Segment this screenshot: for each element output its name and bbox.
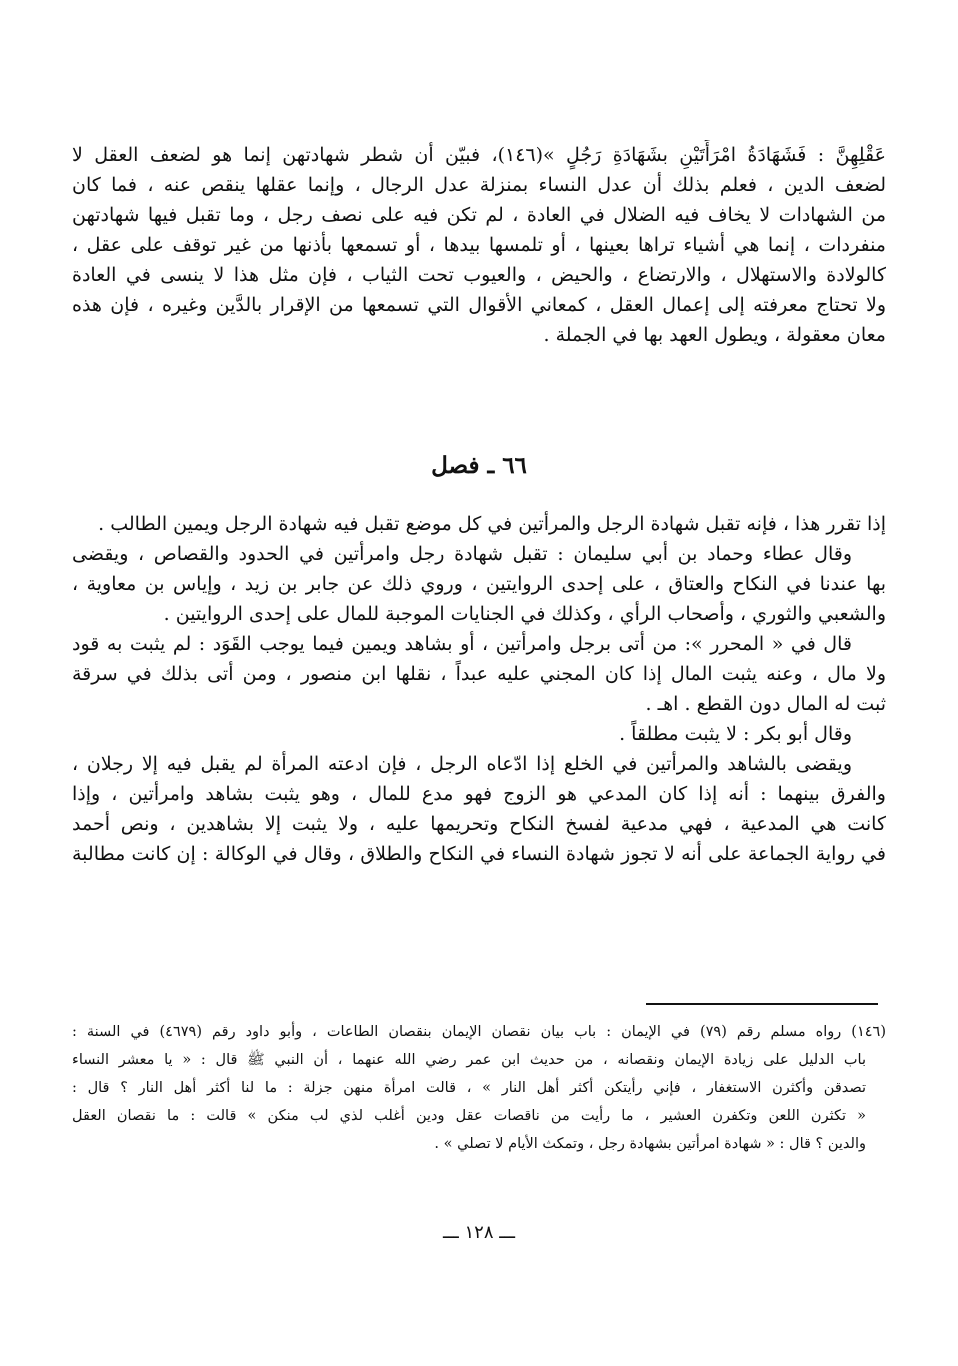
text-line: في رواية الجماعة على أنه لا تجوز شهادة النساء في النكاح والطلاق ، وقال في الوكالة : إن كانت مطالبة bbox=[72, 843, 886, 865]
text-line: والفرق بينهما : أنه إذا كان المدعي هو الزوج فهو مدع للمال ، وهو يثبت بشاهد وامرأتين ، وإذا bbox=[72, 783, 886, 805]
text-line: قال في « المحرر »: من أتى برجل وامرأتين ، أو بشاهد ويمين فيما يوجب القَوَد : لم يثبت به قود bbox=[72, 633, 852, 655]
footnote-line: باب الدليل على زيادة الإيمان ونقصانه ، من حديث ابن عمر رضي الله عنهما ، أن النبي ﷺ قال : « يا معشر النساء bbox=[72, 1052, 866, 1068]
text-line: عَقْلِهِنَّ : فَشَهَادَةُ امْرَأَتَيْنِ بشَهَادَةِ رَجُلٍ »(١٤٦)، فبيّن أن شطر شهادتهن إنما هو لضعف العقل لا bbox=[72, 144, 886, 166]
text-line: ولا مال ، وعنه يثبت المال إذا كان المجني عليه عبداً ، نقلها ابن منصور ، ومن أتى بذلك في سرقة bbox=[72, 663, 886, 685]
text-line: من الشهادات لا يخاف فيه الضلال في العادة ، لم تكن فيه على نصف رجل ، وما تقبل فيها شهادتهن bbox=[72, 204, 886, 226]
text-line: ويقضى بالشاهد والمرأتين في الخلع إذا ادّعاه الرجل ، فإن ادعته المرأة لم يقبل فيه إلا رجلان ، bbox=[72, 753, 852, 775]
section-heading: ٦٦ ـ فصل bbox=[431, 452, 527, 479]
text-line: ولا تحتاج معرفته إلى إعمال العقل ، كمعاني الأقوال التي تسمعها من الإقرار بالدَّين وغيره ، فإن هذه bbox=[72, 294, 886, 316]
text-line: وقال عطاء وحماد بن أبي سليمان : تقبل شهادة رجل وامرأتين في الحدود والقصاص ، ويقضى bbox=[72, 543, 852, 565]
footnote-divider bbox=[646, 1003, 878, 1005]
footnote-line: والدين ؟ قال : « شهادة امرأتين بشهادة رجل ، وتمكث الأيام لا تصلي » . bbox=[434, 1136, 866, 1152]
footnote-line: (١٤٦) رواه مسلم رقم (٧٩) في الإيمان : باب بيان نقصان الإيمان بنقصان الطاعات ، وأبو داود رقم (٤٦٧٩) في السنة : bbox=[72, 1024, 886, 1040]
text-line: معان معقولة ، ويطول العهد بها في الجملة . bbox=[543, 324, 886, 346]
paragraph-1 bbox=[72, 140, 886, 350]
text-line: لضعف الدين ، فعلم بذلك أن عدل النساء بمنزلة عدل الرجال ، وإنما عقلها ينقص عنه ، فما كان bbox=[72, 174, 886, 196]
paragraph-2 bbox=[72, 509, 886, 869]
text-line: كانت هي المدعية ، فهي مدعية لفسخ النكاح وتحريمها عليه ، ولا يثبت إلا بشاهدين ، ونص أحمد bbox=[72, 813, 886, 835]
text-line: إذا تقرر هذا ، فإنه تقبل شهادة الرجل والمرأتين في كل موضع تقبل فيه شهادة الرجل ويمين الطالب . bbox=[98, 513, 886, 535]
footnote-line: تصدقن وأكثرن الاستغفار ، فإني رأيتكن أكثر أهل النار » ، قالت امرأة منهن جزلة : ما لنا أكثر أهل النار ؟ قال : bbox=[72, 1080, 866, 1096]
footnote bbox=[72, 1018, 886, 1158]
text-line: منفردات ، إنما هي أشياء تراها بعينها ، أو تلمسها بيدها ، أو تسمعها بأذنها من غير توقف على عقل ، bbox=[72, 234, 886, 256]
page-number: ـــ ١٢٨ ـــ bbox=[442, 1222, 516, 1243]
text-line: وقال أبو بكر : لا يثبت مطلقاً . bbox=[619, 723, 852, 745]
text-line: بها عندنا في النكاح والعتاق ، على إحدى الروايتين ، وروي ذلك عن جابر بن زيد ، وإياس بن معاوية ، bbox=[72, 573, 886, 595]
text-line: ثبت له المال دون القطع . اهـ . bbox=[645, 693, 886, 715]
text-line: كالولادة والاستهلال ، والارتضاع ، والحيض ، والعيوب تحت الثياب ، فإن مثل هذا لا ينسى في العادة bbox=[72, 264, 886, 286]
text-line: والشعبي والثوري ، وأصحاب الرأي ، وكذلك في الجنايات الموجبة للمال على إحدى الروايتين . bbox=[163, 603, 886, 625]
footnote-line: « تكثرن اللعن وتكفرن العشير ، ما رأيت من ناقصات عقل ودين أغلب لذي لب منكن » قالت : ما نقصان العقل bbox=[72, 1108, 866, 1124]
